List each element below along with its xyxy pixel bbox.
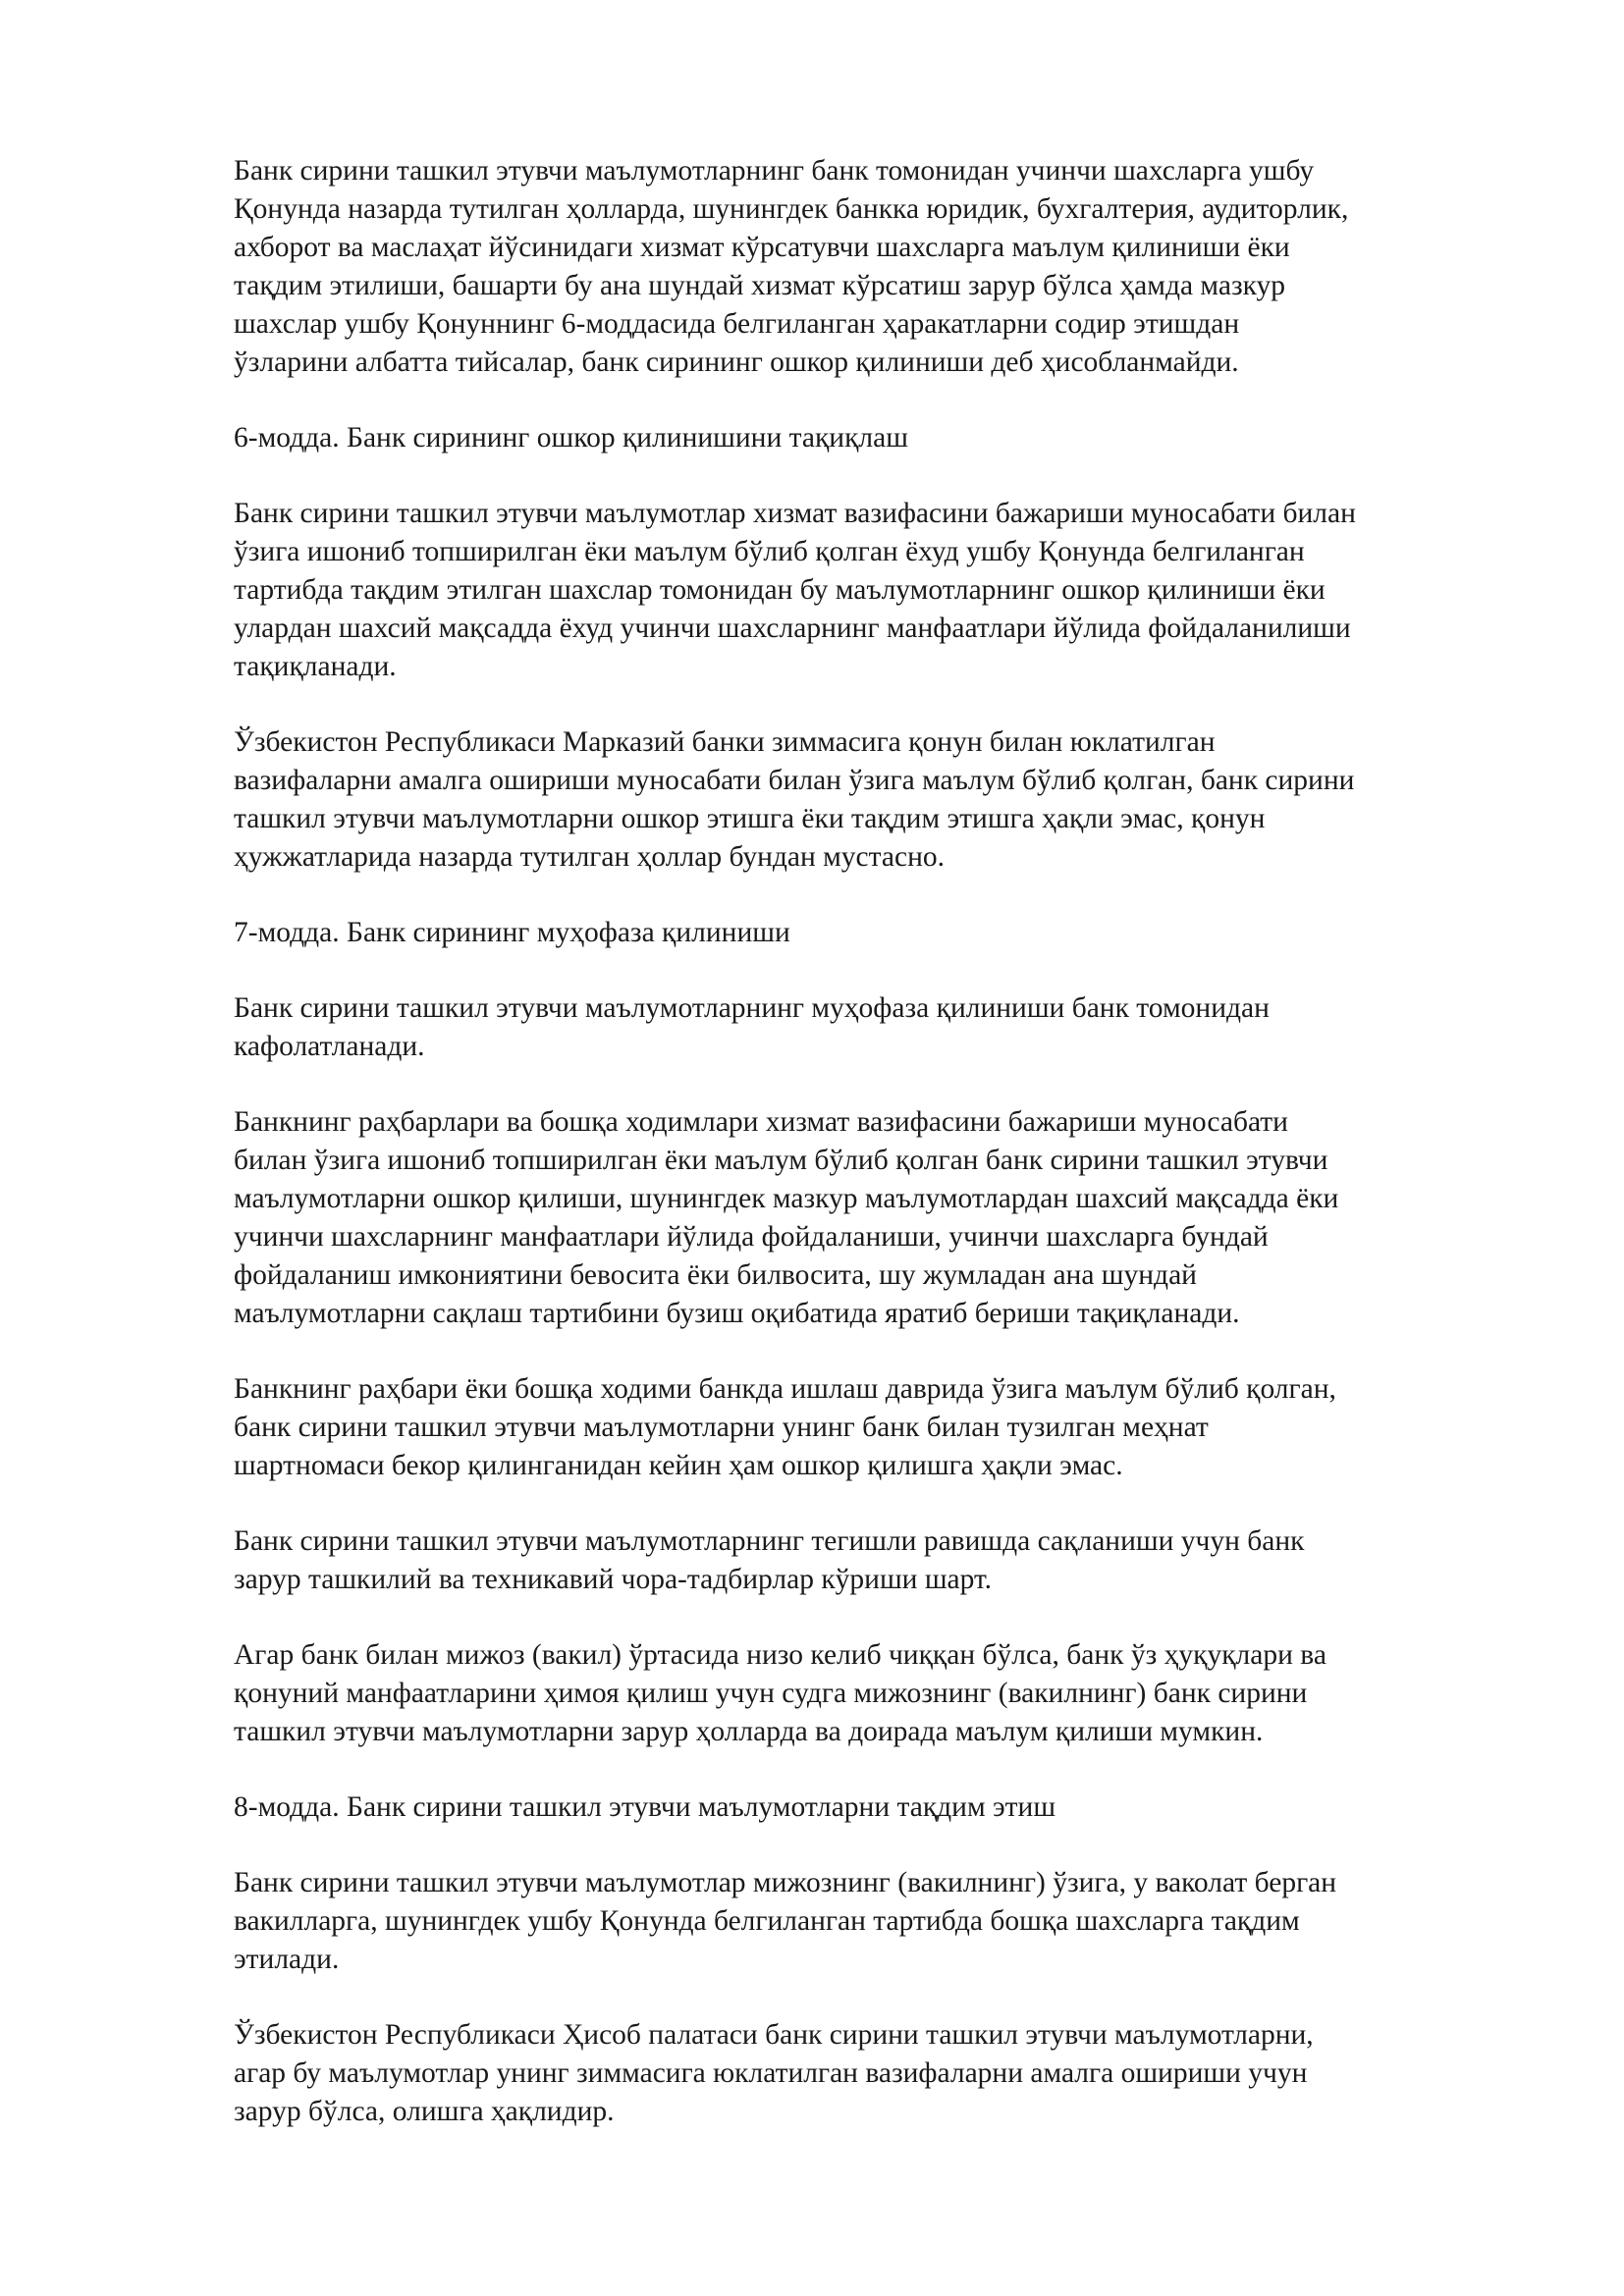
paragraph: Банк сирини ташкил этувчи маълумотларнинг муҳофаза қилиниши банк томонидан кафолатланади. bbox=[234, 992, 1270, 1062]
article-8-heading: 8-модда. Банк сирини ташкил этувчи маълумотларни тақдим этиш bbox=[234, 1791, 1056, 1823]
article-6-heading: 6-модда. Банк сирининг ошкор қилинишини тақиқлаш bbox=[234, 422, 908, 454]
paragraph: Банк сирини ташкил этувчи маълумотлар хизмат вазифасини бажариши муносабати билан ўзига ишониб топширилган ёки маълум бўлиб қолган ёхуд ушбу Қонунда белгиланган тартибда тақдим этилган шахслар томонидан бу маълумотларнинг ошкор қилиниши ёки улардан шахсий мақсадда ёхуд учинчи шахсларнинг манфаатлари йўлида фойдаланилиши тақиқланади. bbox=[234, 498, 1356, 682]
paragraph: Банкнинг раҳбарлари ва бошқа ходимлари хизмат вазифасини бажариши муносабати билан ўзига ишониб топширилган ёки маълум бўлиб қолган банк сирини ташкил этувчи маълумотларни ошкор қилиши, шунингдек мазкур маълумотлардан шахсий мақсадда ёки учинчи шахсларнинг манфаатлари йўлида фойдаланиши, учинчи шахсларга бундай фойдаланиш имкониятини бевосита ёки билвосита, шу жумладан ана шундай маълумотларни сақлаш тартибини бузиш оқибатида яратиб бериши тақиқланади. bbox=[234, 1106, 1339, 1329]
article-7-heading: 7-модда. Банк сирининг муҳофаза қилиниши bbox=[234, 917, 790, 948]
paragraph: Ўзбекистон Республикаси Марказий банки зиммасига қонун билан юклатилган вазифаларни амалга ошириши муносабати билан ўзига маълум бўлиб қолган, банк сирини ташкил этувчи маълумотларни ошкор этишга ёки тақдим этишга ҳақли эмас, қонун ҳужжатларида назарда тутилган ҳоллар бундан мустасно. bbox=[234, 726, 1355, 873]
document-body bbox=[234, 152, 1530, 2168]
paragraph: Банк сирини ташкил этувчи маълумотлар мижознинг (вакилнинг) ўзига, у ваколат берган вакилларга, шунингдек ушбу Қонунда белгиланган тартибда бошқа шахсларга тақдим этилади. bbox=[234, 1867, 1337, 1975]
paragraph: Банк сирини ташкил этувчи маълумотларнинг тегишли равишда сақланиши учун банк зарур ташкилий ва техникавий чора-тадбирлар кўриши шарт. bbox=[234, 1525, 1305, 1595]
paragraph: Агар банк билан мижоз (вакил) ўртасида низо келиб чиққан бўлса, банк ўз ҳуқуқлари ва қонуний манфаатларини ҳимоя қилиш учун судга мижознинг (вакилнинг) банк сирини ташкил этувчи маълумотларни зарур ҳолларда ва доирада маълум қилиши мумкин. bbox=[234, 1639, 1326, 1747]
paragraph: Ўзбекистон Республикаси Ҳисоб палатаси банк сирини ташкил этувчи маълумотларни, агар бу маълумотлар унинг зиммасига юклатилган вазифаларни амалга ошириши учун зарур бўлса, олишга ҳақлидир. bbox=[234, 2019, 1314, 2127]
paragraph-intro: Банк сирини ташкил этувчи маълумотларнинг банк томонидан учинчи шахсларга ушбу Қонунда назарда тутилган ҳолларда, шунингдек банкка юридик, бухгалтерия, аудиторлик, ахборот ва маслаҳат йўсинидаги хизмат кўрсатувчи шахсларга маълум қилиниши ёки тақдим этилиши, башарти бу ана шундай хизмат кўрсатиш зарур бўлса ҳамда мазкур шахслар ушбу Қонуннинг 6-моддасида белгиланган ҳаракатларни содир этишдан ўзларини албатта тийсалар, банк сирининг ошкор қилиниши деб ҳисобланмайди. bbox=[234, 155, 1349, 378]
paragraph: Банкнинг раҳбари ёки бошқа ходими банкда ишлаш даврида ўзига маълум бўлиб қолган, банк сирини ташкил этувчи маълумотларни унинг банк билан тузилган меҳнат шартномаси бекор қилинганидан кейин ҳам ошкор қилишга ҳақли эмас. bbox=[234, 1373, 1336, 1481]
